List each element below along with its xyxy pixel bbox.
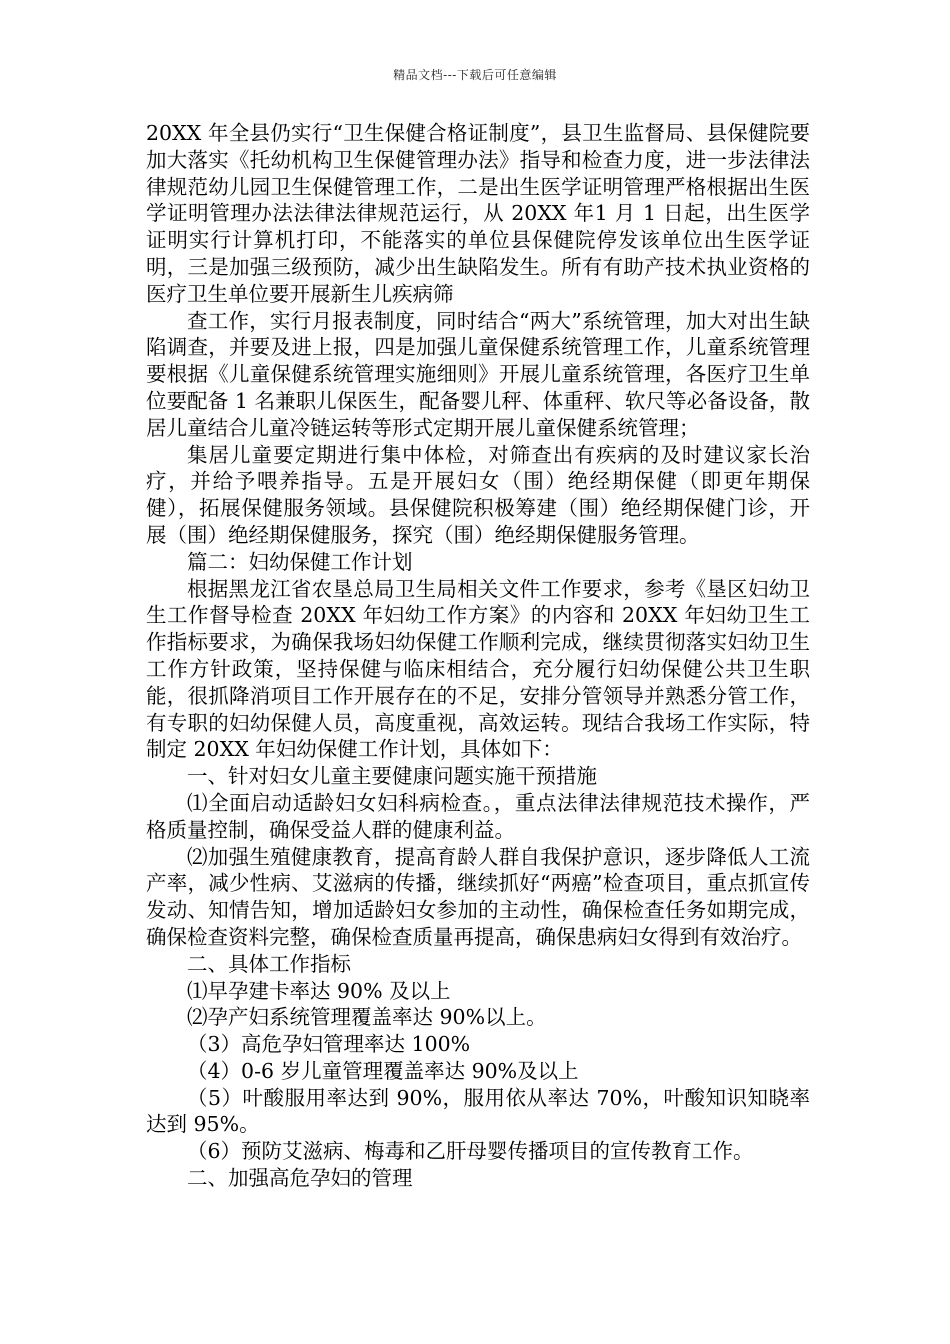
paragraph: 20XX 年全县仍实行“卫生保健合格证制度”，县卫生监督局、县保健院要加大落实《托幼机构卫生保健管理办法》指导和检查力度，进一步法律法律规范幼儿园卫生保健管理工作，二是出生医学证明管理严格根据出生医学证明管理办法法律法律规范运行，从 20XX 年1 月 1 日起，出生医学证明实行计算机打印，不能落实的单位县保健院停发该单位出生医学证明，三是加强三级预防，减少出生缺陷发生。所有有助产技术执业资格的医疗卫生单位要开展新生儿疾病筛 (146, 121, 810, 306)
paragraph: 根据黑龙江省农垦总局卫生局相关文件工作要求，参考《垦区妇幼卫生工作督导检查 20XX 年妇幼工作方案》的内容和 20XX 年妇幼卫生工作指标要求，为确保我场妇幼保健工作顺利完成，继续贯彻落实妇幼卫生工作方针政策，坚持保健与临床相结合，充分履行妇幼保健公共卫生职能，很抓降消项目工作开展存在的不足，安排分管领导并熟悉分管工作，有专职的妇幼保健人员，高度重视，高效运转。现结合我场工作实际，特制定 20XX 年妇幼保健工作计划，具体如下： (146, 576, 810, 762)
paragraph: 查工作，实行月报表制度，同时结合“两大”系统管理，加大对出生缺陷调查，并要及进上报，四是加强儿童保健系统管理工作，儿童系统管理要根据《儿童保健系统管理实施细则》开展儿童系统管理，各医疗卫生单位要配备 1 名兼职儿保医生，配备婴儿秤、体重秤、软尺等必备设备，散居儿童结合儿童冷链运转等形式定期开展儿童保健系统管理； (146, 308, 810, 440)
page-header: 精品文档---下载后可任意编辑 (393, 68, 557, 82)
list-item: ⑵加强生殖健康教育，提高育龄人群自我保护意识，逐步降低人工流产率，减少性病、艾滋病的传播，继续抓好“两癌”检查项目，重点抓宣传发动、知情告知，增加适龄妇女参加的主动性，确保检查任务如期完成，确保检查资料完整，确保检查质量再提高，确保患病妇女得到有效治疗。 (146, 844, 810, 949)
list-item: ⑵孕产妇系统管理覆盖率达 90%以上。 (187, 1005, 547, 1030)
list-item: （3）高危孕妇管理率达 100% (187, 1032, 471, 1057)
section-heading: 二、具体工作指标 (187, 951, 351, 976)
section-heading: 二、加强高危孕妇的管理 (187, 1166, 413, 1191)
list-item: （6）预防艾滋病、梅毒和乙肝母婴传播项目的宣传教育工作。 (187, 1139, 754, 1164)
document-body (146, 120, 810, 1192)
list-item: ⑴全面启动适龄妇女妇科病检查。，重点法律法律规范技术操作，严格质量控制，确保受益人群的健康利益。 (146, 790, 810, 842)
paragraph: 集居儿童要定期进行集中体检，对筛查出有疾病的及时建议家长治疗，并给予喂养指导。五是开展妇女（围）绝经期保健（即更年期保健），拓展保健服务领域。县保健院积极筹建（围）绝经期保健门诊，开展（围）绝经期保健服务，探究（围）绝经期保健服务管理。 (146, 442, 810, 547)
section-heading: 一、针对妇女儿童主要健康问题实施干预措施 (187, 764, 597, 789)
list-item: （4）0-6 岁儿童管理覆盖率达 90%及以上 (187, 1058, 579, 1083)
section-heading: 篇二：妇幼保健工作计划 (187, 549, 413, 574)
list-item: ⑴早孕建卡率达 90% 及以上 (187, 978, 451, 1003)
list-item: （5）叶酸服用率达到 90%，服用依从率达 70%，叶酸知识知晓率达到 95%。 (146, 1085, 810, 1137)
